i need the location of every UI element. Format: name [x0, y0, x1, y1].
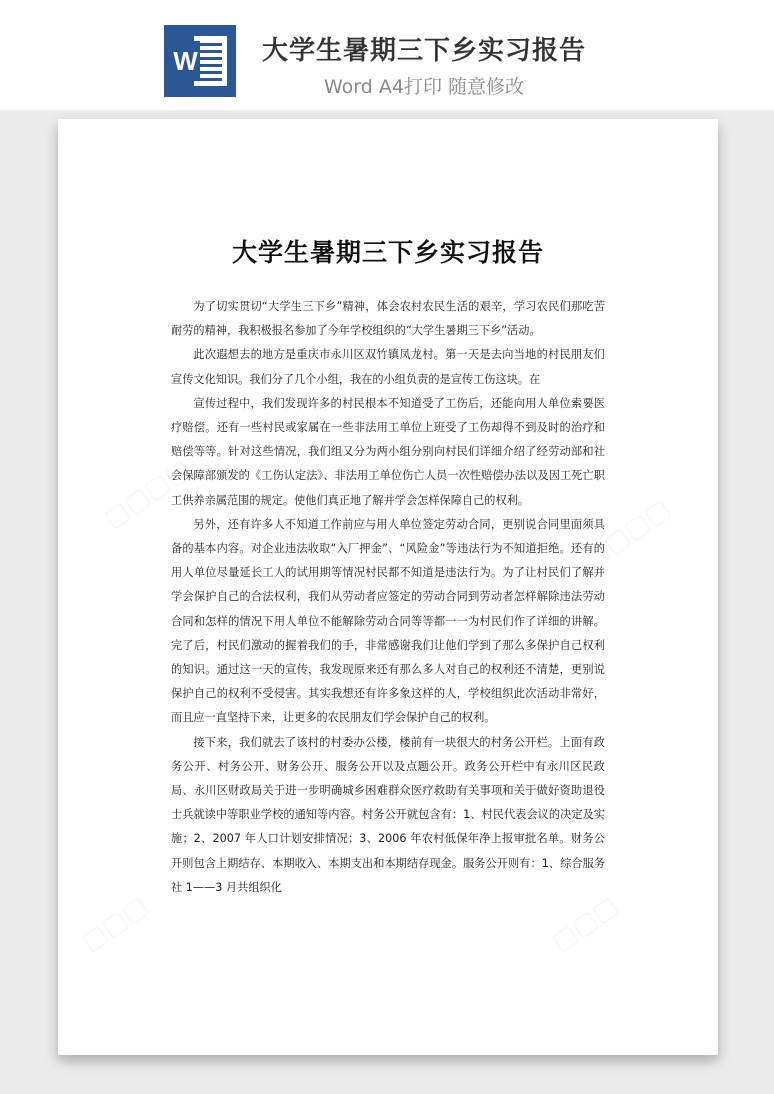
header-banner — [0, 0, 774, 110]
word-document-icon — [164, 25, 236, 97]
document-title: 大学生暑期三下乡实习报告 — [231, 238, 544, 267]
watermark-mark: ▢▢▢▢ — [578, 493, 676, 575]
watermark-mark: ▢▢▢ — [546, 890, 624, 958]
watermark-mark: ▢▢▢▢ — [98, 453, 196, 535]
paragraph: 宣传过程中，我们发现许多的村民根本不知道受了工伤后，还能向用人单位索要医疗赔偿。还有一些村民或家属在一些非法用工单位上班受了工伤却得不到及时的治疗和赔偿等等。针对这些情况，我们组又分为两小组分别向村民们详细介绍了经劳动部和社会保障部颁发的《工伤认定法》、非法用工单位伤亡人员一次性赔偿办法以及因工死亡职工供养亲属范围的规定。使他们真正地了解并学会怎样保障自己的权利。 — [171, 396, 605, 507]
watermark-mark: ▢▢▢ — [76, 890, 154, 958]
svg-text:W: W — [173, 46, 198, 76]
document-body — [171, 295, 605, 900]
paragraph: 为了切实贯切“大学生三下乡”精神，体会农村农民生活的艰辛，学习农民们那吃苦耐劳的精神，我积极报名参加了今年学校组织的“大学生暑期三下乡”活动。 — [171, 300, 605, 338]
header-title: 大学生暑期三下乡实习报告 — [262, 36, 587, 66]
paragraph: 此次遐想去的地方是重庆市永川区双竹镇凤龙村。第一天是去向当地的村民朋友们宣传文化知识。我们分了几个小组，我在的小组负责的是宣传工伤这块。在 — [171, 348, 605, 386]
document-page — [58, 119, 718, 1055]
paragraph: 接下来，我们就去了该村的村委办公楼，楼前有一块很大的村务公开栏。上面有政务公开、村务公开、财务公开、服务公开以及点题公开。政务公开栏中有永川区民政局、永川区财政局关于进一步明确城乡困难群众医疗救助有关事项和关于做好资助退役士兵就读中等职业学校的通知等内容。村务公开就包含有：1、村民代表会议的决定及实施；2、2007 年人口计划安排情况；3、2006 年农村低保年净上报审批名单。财务公开则包含上期结存、本期收入、本期支出和本期结存现金。服务公开则有：1、综合服务社 1——3 月共组织化 — [171, 735, 605, 894]
paragraph: 另外，还有许多人不知道工作前应与用人单位签定劳动合同，更别说合同里面须具备的基本内容。对企业违法收取“入厂押金”、“风险金”等违法行为不知道拒绝。还有的用人单位尽量延长工人的试用期等情况村民都不知道是违法行为。为了让村民们了解并学会保护自己的合法权利，我们从劳动者应签定的劳动合同到劳动者怎样解除违法劳动合同和怎样的情况下用人单位不能解除劳动合同等等都一一为村民们作了详细的讲解。完了后，村民们激动的握着我们的手，非常感谢我们让他们学到了那么多保护自己权利的知识。通过这一天的宣传，我发现原来还有那么多人对自己的权利还不清楚，更别说保护自己的权利不受侵害。其实我想还有许多象这样的人，学校组织此次活动非常好，而且应一直坚持下来，让更多的农民朋友们学会保护自己的权利。 — [171, 517, 605, 725]
header-subtitle: Word A4打印 随意修改 — [324, 76, 525, 98]
